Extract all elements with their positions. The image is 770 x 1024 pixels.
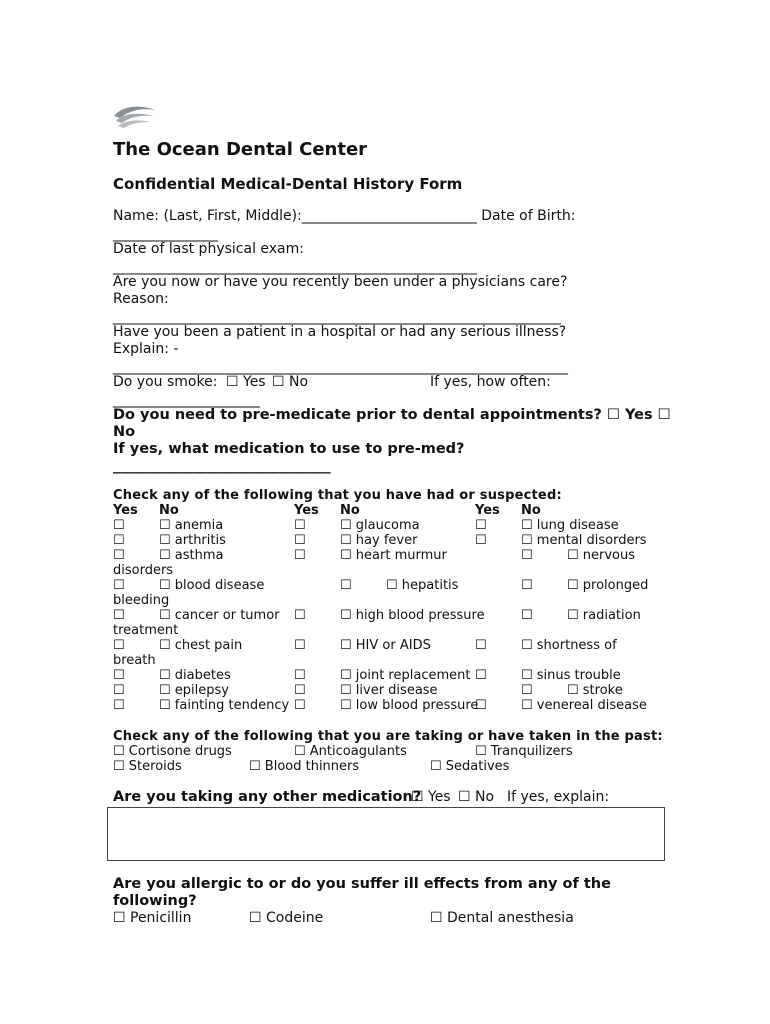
cancer-yes-checkbox[interactable]: ☐ [113,608,125,623]
stroke-no-checkbox[interactable]: ☐ stroke [567,683,623,698]
last-exam-label: Date of last physical exam: [113,241,304,257]
cortisone-checkbox[interactable]: ☐ Cortisone drugs [113,744,232,759]
hiv-yes-checkbox[interactable]: ☐ [294,638,306,653]
liver-no-checkbox[interactable]: ☐ liver disease [340,683,438,698]
other-meds-explain-label: If yes, explain: [507,789,610,805]
reason-label: Reason: [113,291,169,307]
hepatitis-yes-checkbox[interactable]: ☐ [340,578,352,593]
glaucoma-yes-checkbox[interactable]: ☐ [294,518,306,533]
epilepsy-no-checkbox[interactable]: ☐ epilepsy [159,683,229,698]
hay-fever-yes-checkbox[interactable]: ☐ [294,533,306,548]
physician-question: Are you now or have you recently been under a physicians care? [113,274,568,290]
hospital-question: Have you been a patient in a hospital or had any serious illness? [113,324,567,340]
radiation-wrap-text: treatment [113,623,179,638]
premed-no-option[interactable]: No [113,424,136,440]
lung-disease-yes-checkbox[interactable]: ☐ [475,518,487,533]
other-meds-explain-textbox[interactable] [107,807,665,861]
radiation-no-checkbox[interactable]: ☐ radiation [567,608,641,623]
venereal-no-checkbox[interactable]: ☐ venereal disease [521,698,647,713]
nervous-yes-checkbox[interactable]: ☐ [521,548,533,563]
smoke-no-checkbox[interactable]: ☐ No [272,374,309,390]
col3-yes-header: Yes [475,503,500,518]
premed-medication-line[interactable]: ______________________________ [113,458,331,474]
prolonged-no-checkbox[interactable]: ☐ prolonged [567,578,649,593]
liver-yes-checkbox[interactable]: ☐ [294,683,306,698]
prolonged-yes-checkbox[interactable]: ☐ [521,578,533,593]
reason-line[interactable]: ________________________________________________________________ [113,309,561,325]
name-dob-field[interactable]: Name: (Last, First, Middle):_________________________ Date of Birth: [113,208,576,224]
codeine-checkbox[interactable]: ☐ Codeine [249,910,324,926]
prolonged-wrap-text: bleeding [113,593,170,608]
form-subtitle: Confidential Medical-Dental History Form [113,175,463,193]
stroke-yes-checkbox[interactable]: ☐ [521,683,533,698]
chest-pain-no-checkbox[interactable]: ☐ chest pain [159,638,243,653]
low-bp-yes-checkbox[interactable]: ☐ [294,698,306,713]
low-bp-no-checkbox[interactable]: ☐ low blood pressure [340,698,479,713]
sinus-yes-checkbox[interactable]: ☐ [475,668,487,683]
dental-anesthesia-checkbox[interactable]: ☐ Dental anesthesia [430,910,574,926]
penicillin-checkbox[interactable]: ☐ Penicillin [113,910,192,926]
anemia-yes-checkbox[interactable]: ☐ [113,518,125,533]
nervous-wrap-text: disorders [113,563,174,578]
col3-no-header: No [521,503,541,518]
blood-thinners-checkbox[interactable]: ☐ Blood thinners [249,759,360,774]
mental-disorders-yes-checkbox[interactable]: ☐ [475,533,487,548]
other-meds-question: Are you taking any other medication? [113,789,422,805]
high-bp-no-checkbox[interactable]: ☐ high blood pressure [340,608,485,623]
mental-disorders-no-checkbox[interactable]: ☐ mental disorders [521,533,647,548]
page-title: The Ocean Dental Center [113,139,368,160]
lung-disease-no-checkbox[interactable]: ☐ lung disease [521,518,619,533]
drugs-heading: Check any of the following that you are taking or have taken in the past: [113,729,663,744]
smoke-often-line[interactable]: _____________________ [113,392,260,408]
premed-medication-question: If yes, what medication to use to pre-med? [113,441,465,457]
diabetes-no-checkbox[interactable]: ☐ diabetes [159,668,231,683]
smoke-yes-checkbox[interactable]: ☐ Yes [226,374,266,390]
glaucoma-no-checkbox[interactable]: ☐ glaucoma [340,518,420,533]
anemia-no-checkbox[interactable]: ☐ anemia [159,518,224,533]
dob-line[interactable]: _______________ [113,226,218,242]
blood-disease-no-checkbox[interactable]: ☐ blood disease [159,578,265,593]
ocean-wave-logo-icon [112,104,160,130]
heart-murmur-no-checkbox[interactable]: ☐ heart murmur [340,548,447,563]
allergy-question-cont: following? [113,893,197,909]
arthritis-no-checkbox[interactable]: ☐ arthritis [159,533,226,548]
last-exam-line[interactable]: ____________________________________________________ [113,259,477,275]
hay-fever-no-checkbox[interactable]: ☐ hay fever [340,533,418,548]
smoke-question: Do you smoke: [113,374,218,390]
asthma-no-checkbox[interactable]: ☐ asthma [159,548,224,563]
allergy-question: Are you allergic to or do you suffer ill effects from any of the [113,876,611,892]
tranquilizers-checkbox[interactable]: ☐ Tranquilizers [475,744,573,759]
asthma-yes-checkbox[interactable]: ☐ [113,548,125,563]
heart-murmur-yes-checkbox[interactable]: ☐ [294,548,306,563]
fainting-no-checkbox[interactable]: ☐ fainting tendency [159,698,290,713]
high-bp-yes-checkbox[interactable]: ☐ [294,608,306,623]
hepatitis-no-checkbox[interactable]: ☐ hepatitis [386,578,459,593]
venereal-yes-checkbox[interactable]: ☐ [475,698,487,713]
shortness-wrap-text: breath [113,653,156,668]
hiv-no-checkbox[interactable]: ☐ HIV or AIDS [340,638,431,653]
steroids-checkbox[interactable]: ☐ Steroids [113,759,182,774]
anticoagulants-checkbox[interactable]: ☐ Anticoagulants [294,744,407,759]
joint-no-checkbox[interactable]: ☐ joint replacement [340,668,471,683]
epilepsy-yes-checkbox[interactable]: ☐ [113,683,125,698]
shortness-no-checkbox[interactable]: ☐ shortness of [521,638,617,653]
col1-no-header: No [159,503,179,518]
diabetes-yes-checkbox[interactable]: ☐ [113,668,125,683]
col2-no-header: No [340,503,360,518]
other-meds-no-checkbox[interactable]: ☐ No [458,789,495,805]
conditions-heading: Check any of the following that you have had or suspected: [113,488,562,503]
col2-yes-header: Yes [294,503,319,518]
blood-disease-yes-checkbox[interactable]: ☐ [113,578,125,593]
premed-question[interactable]: Do you need to pre-medicate prior to dental appointments? ☐ Yes ☐ [113,407,671,423]
arthritis-yes-checkbox[interactable]: ☐ [113,533,125,548]
nervous-no-checkbox[interactable]: ☐ nervous [567,548,636,563]
joint-yes-checkbox[interactable]: ☐ [294,668,306,683]
smoke-often-label: If yes, how often: [430,374,551,390]
other-meds-yes-checkbox[interactable]: ☐ Yes [411,789,451,805]
col1-yes-header: Yes [113,503,138,518]
sinus-no-checkbox[interactable]: ☐ sinus trouble [521,668,621,683]
cancer-no-checkbox[interactable]: ☐ cancer or tumor [159,608,280,623]
radiation-yes-checkbox[interactable]: ☐ [521,608,533,623]
fainting-yes-checkbox[interactable]: ☐ [113,698,125,713]
chest-pain-yes-checkbox[interactable]: ☐ [113,638,125,653]
explain-label: Explain: - [113,341,179,357]
sedatives-checkbox[interactable]: ☐ Sedatives [430,759,510,774]
shortness-yes-checkbox[interactable]: ☐ [475,638,487,653]
explain-line[interactable]: _________________________________________________________________ [113,359,568,375]
